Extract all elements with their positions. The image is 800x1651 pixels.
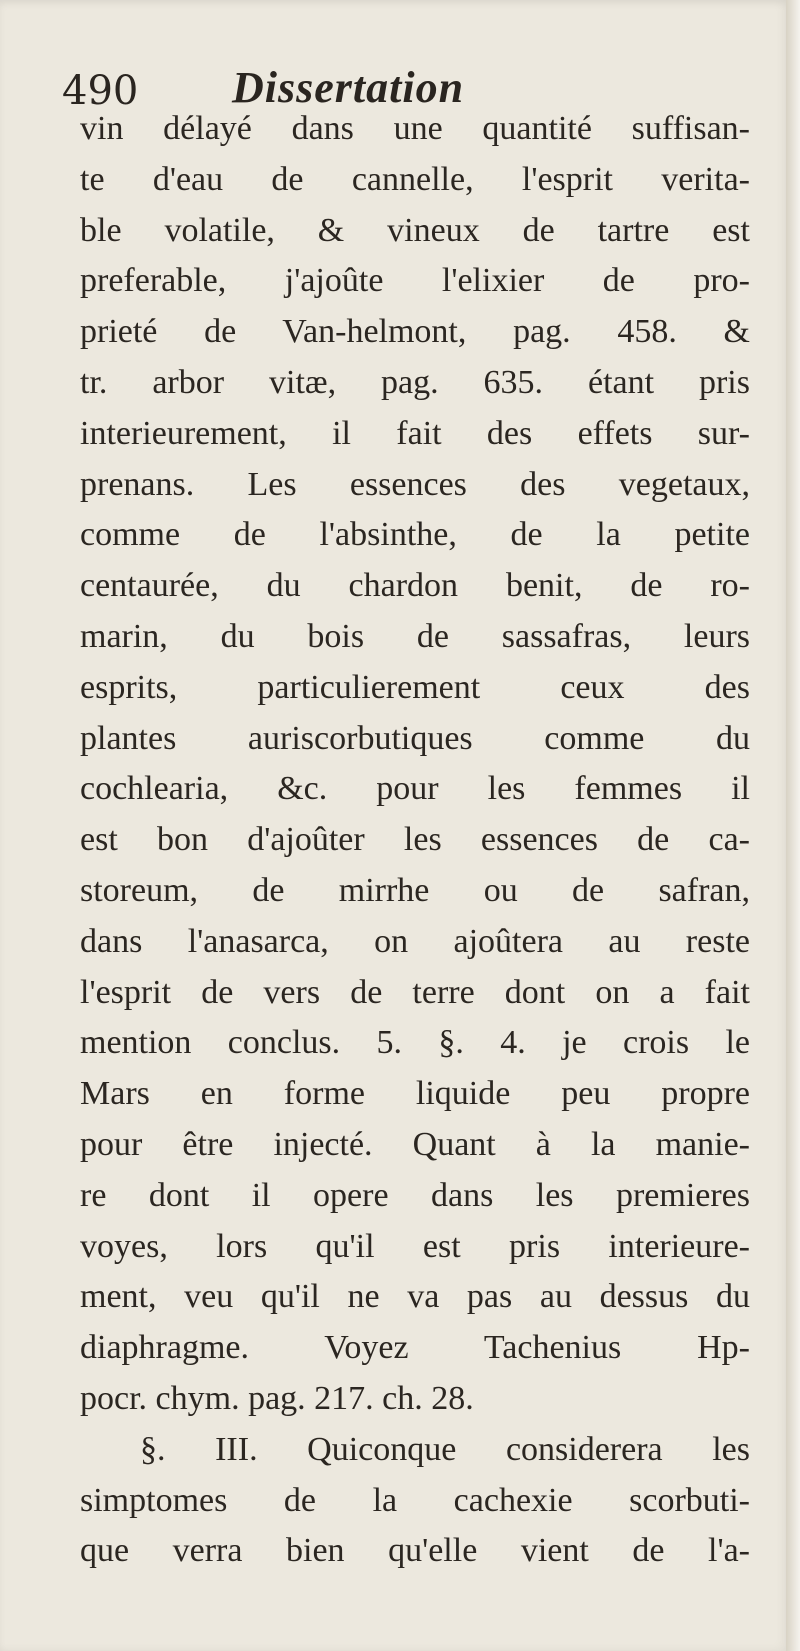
text-line: prieté de Van-helmont, pag. 458. & <box>80 313 750 351</box>
text-line: preferable, j'ajoûte l'elixier de pro- <box>80 262 750 300</box>
text-line: interieurement, il fait des effets sur- <box>80 414 750 452</box>
text-line: re dont il opere dans les premieres <box>80 1176 750 1214</box>
paragraph-start-line: §. III. Quiconque considerera les <box>140 1430 750 1468</box>
page-edge <box>786 0 800 1651</box>
text-line: te d'eau de cannelle, l'esprit verita- <box>80 160 750 198</box>
text-line: diaphragme. Voyez Tachenius Hp- <box>80 1329 750 1367</box>
text-line: vin délayé dans une quantité suffisan- <box>80 110 750 147</box>
text-line: que verra bien qu'elle vient de l'a- <box>80 1532 750 1570</box>
text-line: marin, du bois de sassafras, leurs <box>80 617 750 655</box>
text-line: voyes, lors qu'il est pris interieure- <box>80 1227 750 1265</box>
text-line: simptomes de la cachexie scorbuti- <box>80 1481 750 1519</box>
text-line: pocr. chym. pag. 217. ch. 28. <box>80 1379 474 1417</box>
text-line: prenans. Les essences des vegetaux, <box>80 465 750 503</box>
text-line: centaurée, du chardon benit, de ro- <box>80 567 750 605</box>
text-line: storeum, de mirrhe ou de safran, <box>80 871 750 909</box>
text-line: esprits, particulierement ceux des <box>80 668 750 706</box>
text-line: ment, veu qu'il ne va pas au dessus du <box>80 1278 750 1316</box>
text-line: ble volatile, & vineux de tartre est <box>80 211 750 249</box>
text-line: tr. arbor vitæ, pag. 635. étant pris <box>80 363 750 401</box>
text-line: mention conclus. 5. §. 4. je crois le <box>80 1024 750 1062</box>
text-line: est bon d'ajoûter les essences de ca- <box>80 821 750 859</box>
text-line: dans l'anasarca, on ajoûtera au reste <box>80 922 750 960</box>
body-text <box>80 104 750 1577</box>
text-line: cochlearia, &c. pour les femmes il <box>80 770 750 808</box>
text-line: l'esprit de vers de terre dont on a fait <box>80 973 750 1011</box>
running-title: Dissertation <box>232 63 465 112</box>
text-line: Mars en forme liquide peu propre <box>80 1075 750 1113</box>
page-number: 490 <box>62 68 139 114</box>
text-line: comme de l'absinthe, de la petite <box>80 516 750 554</box>
text-line: pour être injecté. Quant à la manie- <box>80 1125 750 1163</box>
text-line: plantes auriscorbutiques comme du <box>80 719 750 757</box>
